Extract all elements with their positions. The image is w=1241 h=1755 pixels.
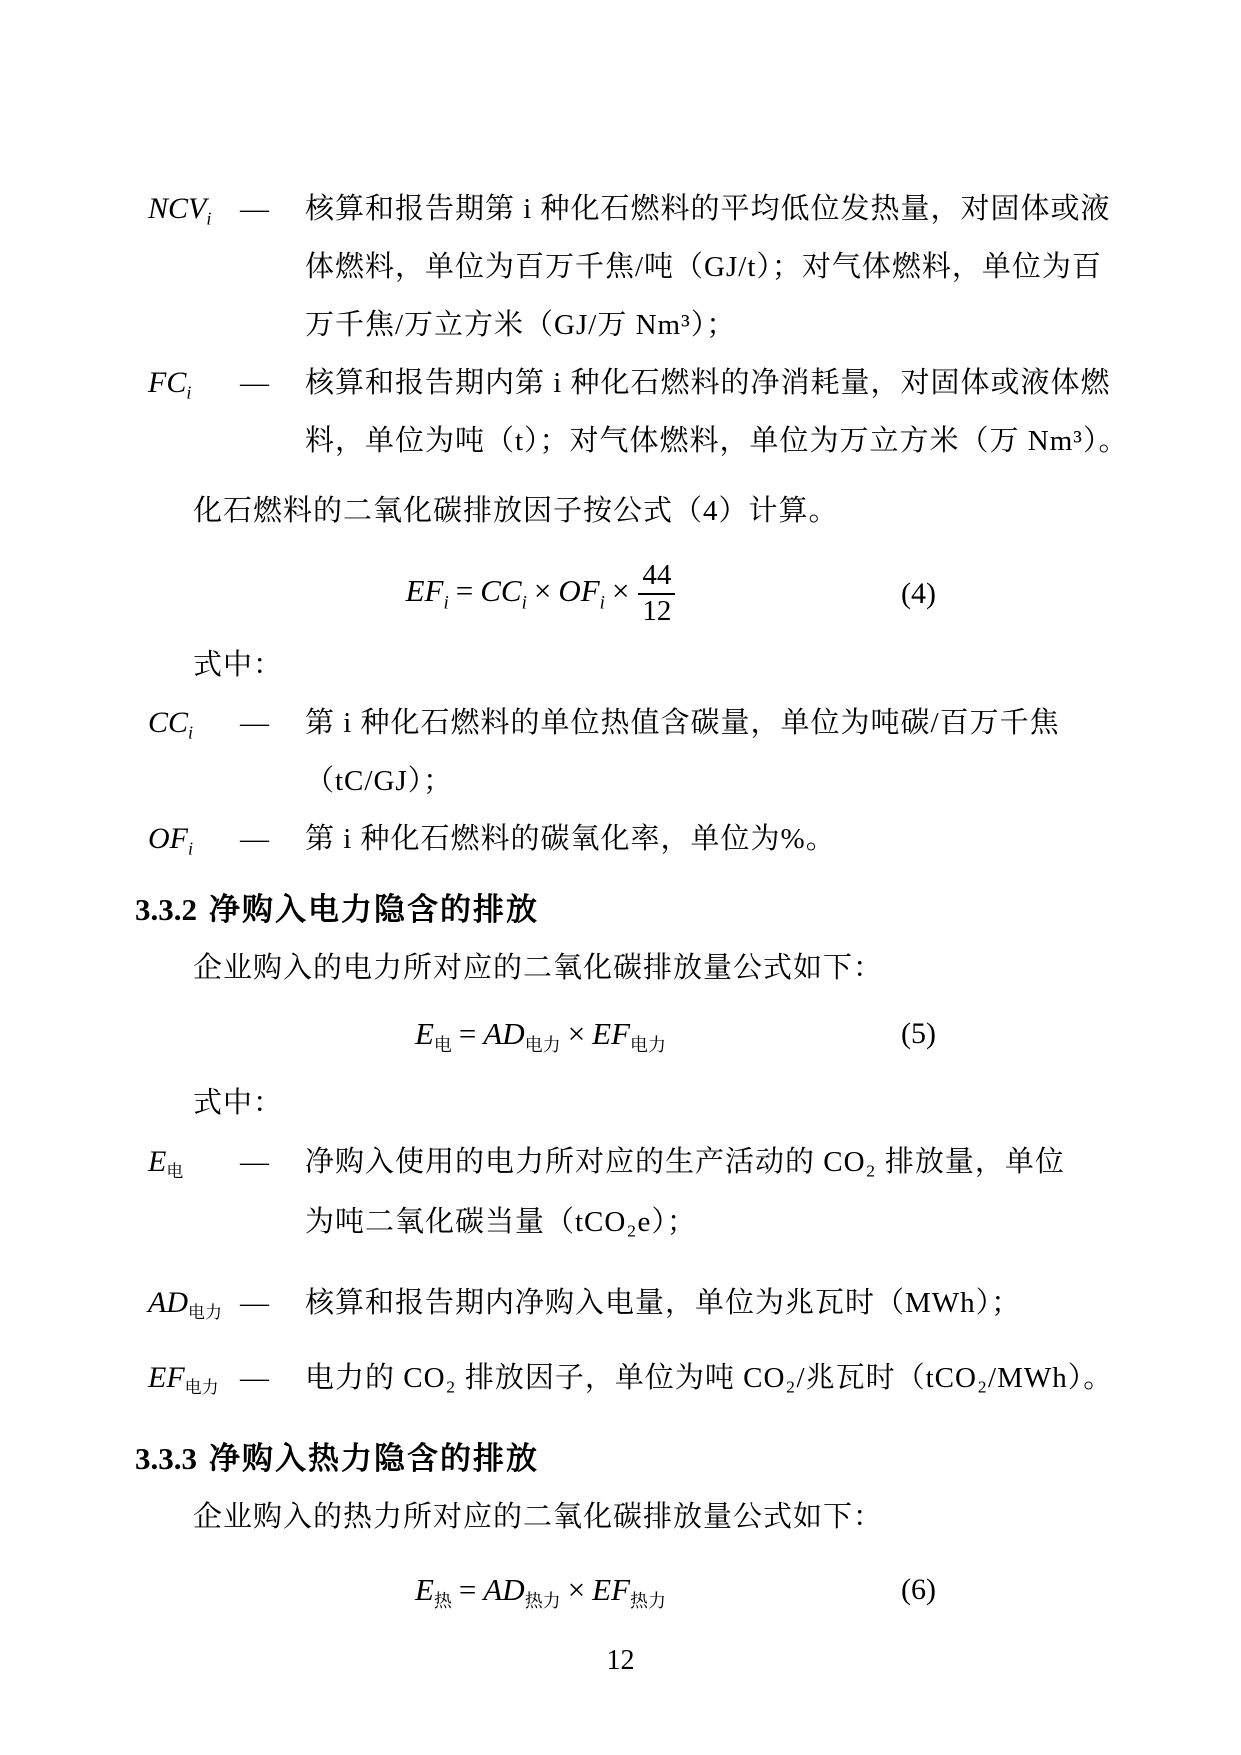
formula-variable: E — [414, 1572, 434, 1608]
page-number: 12 — [606, 1645, 635, 1676]
definition-text-line: 料，单位为吨（t）；对气体燃料，单位为万立方米（万 Nm³）。 — [305, 425, 1129, 457]
term-base: OF — [148, 822, 188, 855]
fraction-numerator: 44 — [642, 559, 672, 592]
definition-text-line: 核算和报告期内净购入电量，单位为兆瓦时（MWh）； — [305, 1287, 1022, 1320]
heading-title: 净购入热力隐含的排放 — [209, 1441, 539, 1477]
formula-subscript: i — [443, 592, 449, 614]
em-dash: — — [240, 367, 269, 399]
em-dash: — — [240, 1362, 269, 1395]
definition-text — [305, 180, 1111, 354]
definition-row-cc — [135, 694, 1106, 810]
term-symbol-e-elec — [135, 1132, 240, 1202]
definition-text-line: 第 i 种化石燃料的单位热值含碳量，单位为吨碳/百万千焦 — [305, 707, 1060, 739]
formula-6 — [135, 1561, 1106, 1630]
definition-text — [305, 1132, 1106, 1252]
formula-number: (4) — [901, 577, 936, 610]
section-heading-333 — [135, 1430, 1106, 1488]
term-subscript: 电力 — [184, 1378, 219, 1398]
formula-4 — [135, 552, 1106, 636]
definition-row-ef-elec — [135, 1349, 1114, 1417]
formula-6-expression — [414, 1572, 667, 1612]
definition-text — [305, 810, 1106, 868]
definition-row-of — [135, 810, 1106, 877]
formula-subscript: 电力 — [524, 1035, 561, 1056]
em-dash: — — [240, 193, 269, 225]
heading-number: 3.3.3 — [135, 1441, 197, 1477]
definition-text-line: （tC/GJ）； — [305, 765, 454, 797]
term-subscript: i — [188, 722, 194, 743]
equals-sign: = — [458, 1572, 477, 1608]
definition-text — [305, 1274, 1106, 1332]
term-base: EF — [148, 1361, 185, 1395]
definition-row-ncv — [135, 180, 1111, 354]
formula-subscript: i — [599, 592, 605, 614]
term-symbol-of — [135, 810, 240, 877]
formula-variable: AD — [483, 1572, 525, 1608]
term-subscript: i — [188, 838, 194, 859]
term-symbol-ncv — [135, 180, 240, 247]
paragraph-formula6-intro: 企业购入的热力所对应的二氧化碳排放量公式如下： — [193, 1501, 884, 1534]
term-symbol-fc — [135, 354, 240, 421]
multiply-sign: × — [567, 1572, 586, 1608]
term-base: FC — [148, 366, 187, 399]
formula-variable: AD — [483, 1016, 525, 1052]
formula-4-expression — [406, 560, 676, 628]
multiply-sign: × — [611, 573, 630, 609]
definition-text-line: 电力的 CO₂ 排放因子，单位为吨 CO₂/兆瓦时（tCO₂/MWh）。 — [305, 1362, 1114, 1395]
definition-text-line: 体燃料，单位为百万千焦/吨（GJ/t）；对气体燃料，单位为百 — [305, 251, 1102, 283]
definition-row-e-elec — [135, 1132, 1106, 1252]
definition-text-line: 核算和报告期内第 i 种化石燃料的净消耗量，对固体或液体燃 — [305, 367, 1111, 399]
formula-5-expression — [414, 1016, 667, 1056]
equals-sign: = — [455, 573, 474, 609]
definition-row-fc — [135, 354, 1129, 470]
definition-text-line: 核算和报告期第 i 种化石燃料的平均低位发热量，对固体或液 — [305, 193, 1111, 225]
em-dash: — — [240, 1287, 269, 1320]
formula-variable: OF — [558, 573, 600, 609]
formula-variable: EF — [592, 1016, 631, 1052]
formula-variable: EF — [592, 1572, 631, 1608]
em-dash: — — [240, 823, 269, 855]
paragraph-formula4-intro: 化石燃料的二氧化碳排放因子按公式（4）计算。 — [193, 495, 839, 527]
formula-number: (5) — [901, 1017, 936, 1051]
fraction — [638, 560, 675, 628]
term-symbol-ef-elec — [135, 1349, 240, 1417]
equals-sign: = — [458, 1016, 477, 1052]
formula-variable: CC — [480, 573, 522, 609]
term-base: NCV — [148, 192, 207, 225]
definition-text — [305, 694, 1106, 810]
definition-text — [305, 354, 1129, 470]
em-dash: — — [240, 707, 269, 739]
multiply-sign: × — [533, 573, 552, 609]
term-subscript: i — [206, 208, 212, 229]
term-subscript: 电力 — [188, 1303, 222, 1323]
heading-title: 净购入电力隐含的排放 — [209, 892, 539, 928]
formula-number: (6) — [901, 1573, 936, 1607]
formula-subscript: 热力 — [524, 1591, 561, 1612]
definition-text — [305, 1349, 1114, 1407]
fraction-denominator: 12 — [642, 595, 672, 627]
formula-variable: E — [414, 1016, 434, 1052]
paragraph-formula5-intro: 企业购入的电力所对应的二氧化碳排放量公式如下： — [193, 952, 884, 985]
formula-subscript: 电 — [433, 1035, 452, 1056]
term-base: AD — [148, 1286, 188, 1320]
multiply-sign: × — [567, 1016, 586, 1052]
term-subscript: i — [186, 382, 192, 403]
formula-subscript: 热力 — [630, 1591, 667, 1612]
formula-5 — [135, 1005, 1106, 1074]
where-label: 式中： — [193, 1087, 284, 1120]
definition-row-ad-elec — [135, 1274, 1106, 1342]
term-base: CC — [148, 706, 189, 739]
formula-subscript: 热 — [433, 1591, 452, 1612]
definition-text-line: 第 i 种化石燃料的碳氧化率，单位为%。 — [305, 823, 836, 855]
heading-number: 3.3.2 — [135, 892, 197, 928]
where-label: 式中： — [193, 649, 284, 681]
formula-variable: EF — [405, 573, 444, 609]
formula-subscript: 电力 — [630, 1035, 667, 1056]
term-symbol-ad-elec — [135, 1274, 240, 1342]
term-symbol-cc — [135, 694, 240, 761]
term-subscript: 电 — [166, 1162, 184, 1182]
definition-text-line: 净购入使用的电力所对应的生产活动的 CO₂ 排放量，单位 — [305, 1146, 1065, 1179]
term-base: E — [148, 1145, 167, 1179]
em-dash: — — [240, 1146, 269, 1179]
formula-subscript: i — [521, 592, 527, 614]
section-heading-332 — [135, 881, 1106, 939]
definition-text-line: 万千焦/万立方米（GJ/万 Nm³）； — [305, 309, 737, 341]
definition-text-line: 为吨二氧化碳当量（tCO₂e）； — [305, 1206, 697, 1239]
